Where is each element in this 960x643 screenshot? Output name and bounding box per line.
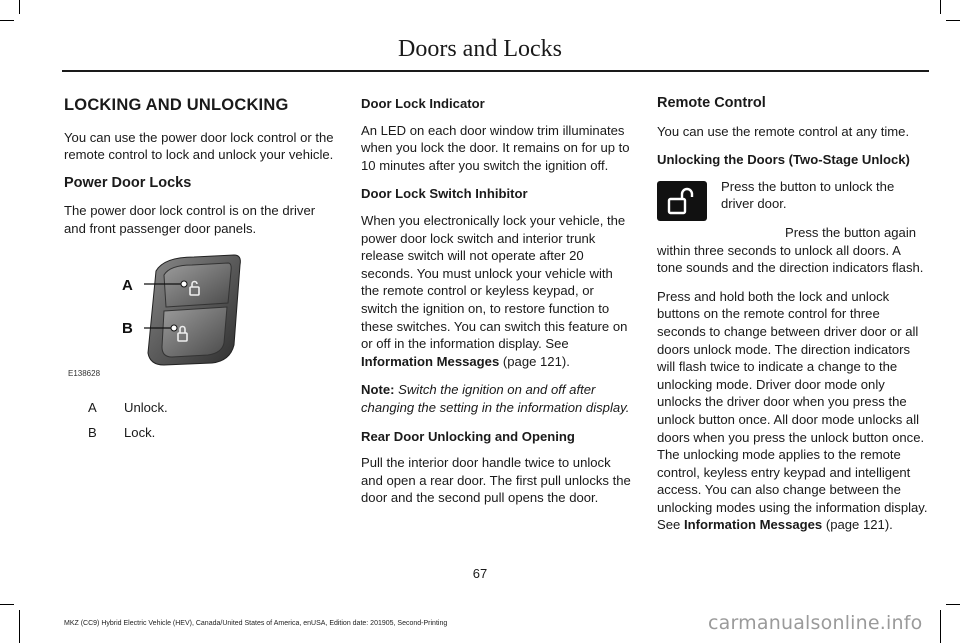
note-label: Note: [361,382,395,398]
column-left [64,95,336,450]
unlock-instructions [657,178,929,277]
subheading-remote-control: Remote Control [657,95,766,111]
legend-text: Unlock. [124,399,168,415]
subheading-two-stage-unlock: Unlocking the Doors (Two-Stage Unlock) [657,152,910,168]
column-right [657,95,929,545]
column-middle [361,95,631,518]
unlock-icon [657,181,707,221]
crop-mark [940,0,941,14]
edition-line: MKZ (CC9) Hybrid Electric Vehicle (HEV), Canada/United States of America, enUSA, Edition date: 201905, Second-Printing [64,620,448,627]
info-messages-link[interactable]: Information Messages [361,353,500,369]
header-rule [62,70,929,72]
door-lock-switch-figure [64,249,336,389]
note-text: Switch the ignition on and off after changing the setting in the information display. [361,382,630,415]
subheading-door-lock-switch-inhibitor: Door Lock Switch Inhibitor [361,186,528,202]
subheading-rear-door: Rear Door Unlocking and Opening [361,428,575,444]
crop-mark [19,0,20,14]
subheading-door-lock-indicator: Door Lock Indicator [361,96,485,111]
watermark: carmanualsonline.info [708,612,923,634]
inhibitor-paragraph [361,212,631,370]
figure-id: E138628 [68,368,101,378]
section-heading: LOCKING AND UNLOCKING [64,96,289,114]
page-reference: (page 121). [502,353,570,369]
label-b: B [122,319,133,337]
rear-door-paragraph: Pull the interior door handle twice to unlock and open a rear door. The first pull unlocks the door and the second pull opens the door. [361,455,631,506]
press-hold-paragraph [657,288,929,534]
intro-paragraph: You can use the power door lock control or the remote control to lock and unlock your vehicle. [64,129,334,163]
inhibitor-text: When you electronically lock your vehicle, the power door lock switch and interior trunk release switch will not operate after 20 seconds. You must unlock your vehicle with the remote control or keyless keypad, or switch the ignition on, to restore function to these switches. You can switch this feature on or off in the information display. See [361,212,628,352]
page-title: Doors and Locks [398,36,562,62]
legend-row-b [64,424,336,442]
crop-mark [19,610,20,643]
press-hold-text: Press and hold both the lock and unlock buttons on the remote control for three seconds to change between driver door or all doors unlock mode. The direction indicators will flash twice to indicate a change to the unlocking mode. Driver door mode only unlocks the driver door when you press the unlock button once. All door mode unlocks all doors when you press the unlock button once. The unlocking mode applies to the remote control, keyless entry keypad and intelligent access. You can also change between the unlocking modes using the information display. See [657,288,928,533]
crop-mark [946,20,960,21]
indicator-paragraph: An LED on each door window trim illuminates when you lock the door. It remains on for up to 10 minutes after you switch the ignition off. [361,122,630,173]
press-again-paragraph: Press the button again within three seconds to unlock all doors. A tone sounds and the direction indicators flash. [657,224,924,276]
subheading-power-door-locks: Power Door Locks [64,174,192,191]
page-number: 67 [472,566,488,581]
press-button-paragraph: Press the button to unlock the driver door. [721,178,895,212]
crop-mark [940,610,941,643]
legend-text: Lock. [124,425,156,441]
crop-mark [946,604,960,605]
legend-key: B [88,425,97,441]
power-door-locks-paragraph: The power door lock control is on the driver and front passenger door panels. [64,203,316,236]
page-reference: (page 121). [825,517,893,533]
label-a: A [122,276,133,294]
info-messages-link[interactable]: Information Messages [683,517,823,533]
crop-mark [0,604,14,605]
legend-key: A [88,399,97,415]
door-lock-switch-illustration [64,249,336,389]
legend-row-a [64,399,336,417]
crop-mark [0,20,14,21]
remote-intro: You can use the remote control at any time. [657,123,910,139]
note [361,381,631,416]
